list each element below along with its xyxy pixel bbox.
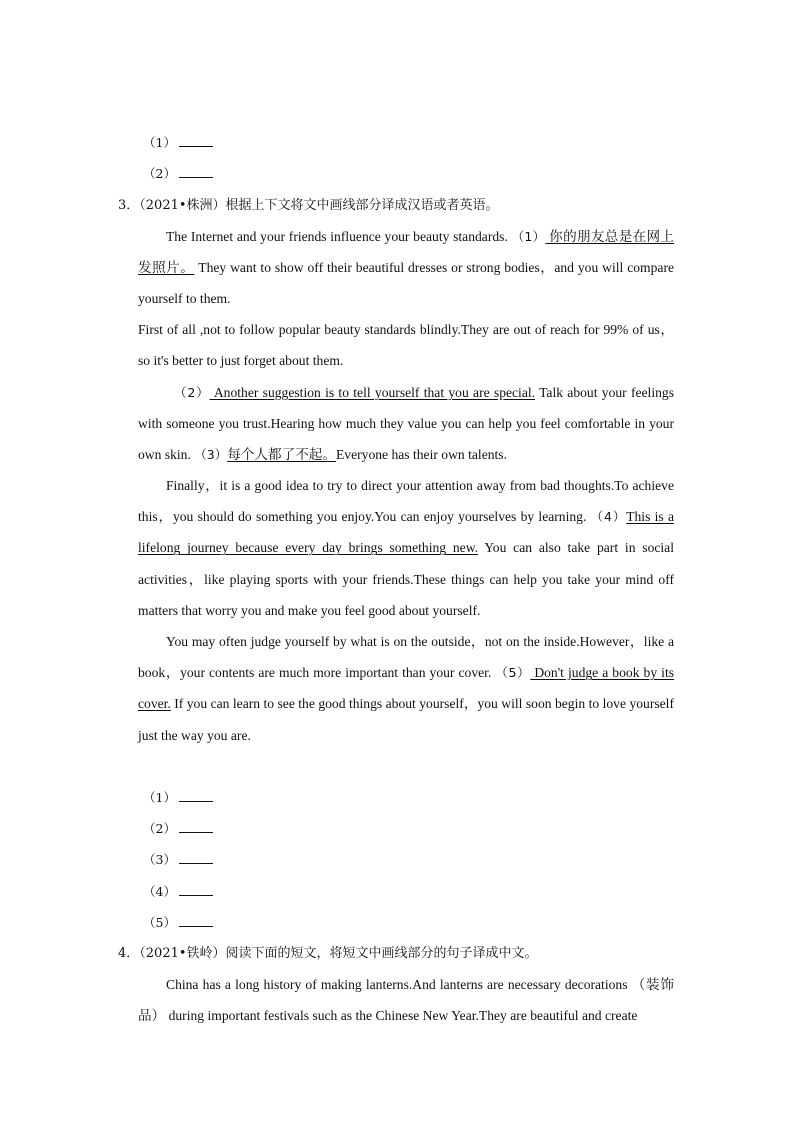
q3-paragraph-2: First of all ,not to follow popular beauty standards blindly.They are out of reach for 99% of us，so it's better to just forget about them.	[138, 322, 674, 369]
underlined-sentence-4: This is a lifelong journey because every day brings something new.	[138, 509, 674, 556]
answer-label: （4）	[143, 884, 176, 899]
answer-label: （5）	[143, 915, 176, 930]
underlined-sentence-1: 你的朋友总是在网上发照片。	[138, 229, 675, 276]
q3-paragraph-1	[138, 221, 674, 315]
q3-answer-line-3	[143, 850, 213, 870]
answer-line-2	[143, 164, 213, 184]
underlined-sentence-5: Don't judge a book by its cover.	[138, 665, 675, 712]
answer-label: （3）	[143, 852, 176, 867]
text: Finally，it is a good idea to try to direct your attention away from bad thoughts.To achieve this，you should do something you enjoy.You can enjoy yourselves by learning.	[138, 478, 674, 525]
question-4-header: 4．（2021•铁岭）阅读下面的短文，将短文中画线部分的句子译成中文。	[118, 946, 538, 961]
text: Talk about your feelings with someone you trust.Hearing how much they value you can help you feel comfortable in your own skin.	[138, 385, 674, 463]
blank-number: （1）	[511, 229, 546, 244]
blank-number: （4）	[590, 509, 627, 525]
answer-label: （2）	[143, 166, 176, 181]
q3-paragraph-4	[138, 470, 674, 626]
text: Everyone has their own talents.	[335, 447, 507, 463]
answer-label: （1）	[143, 790, 176, 805]
answer-blank[interactable]	[179, 788, 213, 802]
answer-blank[interactable]	[179, 850, 213, 864]
blank-number: （2）	[174, 385, 210, 400]
text: You can also take part in social activities，like playing sports with your friends.These things can help you take your mind off matters that worry you and make you feel good about yourself.	[138, 540, 674, 618]
answer-label: （1）	[143, 135, 176, 150]
q3-paragraph-5	[138, 626, 674, 751]
q3-answer-line-4	[143, 882, 213, 902]
q3-answer-line-5	[143, 913, 213, 933]
answer-blank[interactable]	[179, 882, 213, 896]
answer-blank[interactable]	[179, 913, 213, 927]
text: They want to show off their beautiful dresses or strong bodies，and you will compare yourself to them.	[138, 260, 675, 307]
underlined-sentence-3: 每个人都了不起。	[227, 447, 336, 463]
answer-label: （2）	[143, 821, 176, 836]
question-3-header: 3．（2021•株洲）根据上下文将文中画线部分译成汉语或者英语。	[118, 198, 499, 213]
q3-answer-line-2	[143, 819, 213, 839]
text: If you can learn to see the good things about yourself，you will soon begin to love yourself just the way you are.	[138, 696, 674, 743]
answer-line-1	[143, 133, 213, 153]
blank-number: （5）	[495, 665, 531, 681]
text: The Internet and your friends influence your beauty standards.	[166, 229, 512, 244]
answer-blank[interactable]	[179, 164, 213, 178]
q3-paragraph-3	[138, 377, 674, 471]
answer-blank[interactable]	[179, 819, 213, 833]
answer-blank[interactable]	[179, 133, 213, 147]
blank-number: （3）	[194, 447, 228, 463]
text: You may often judge yourself by what is on the outside，not on the inside.However，like a book，your contents are much more important than your cover.	[138, 634, 674, 681]
underlined-sentence-2: Another suggestion is to tell yourself that you are special.	[209, 385, 536, 400]
q4-paragraph-1: China has a long history of making lanterns.And lanterns are necessary decorations （装饰品） during important festivals such as the Chinese New Year.They are beautiful and create	[138, 977, 674, 1024]
q3-answer-line-1	[143, 788, 213, 808]
